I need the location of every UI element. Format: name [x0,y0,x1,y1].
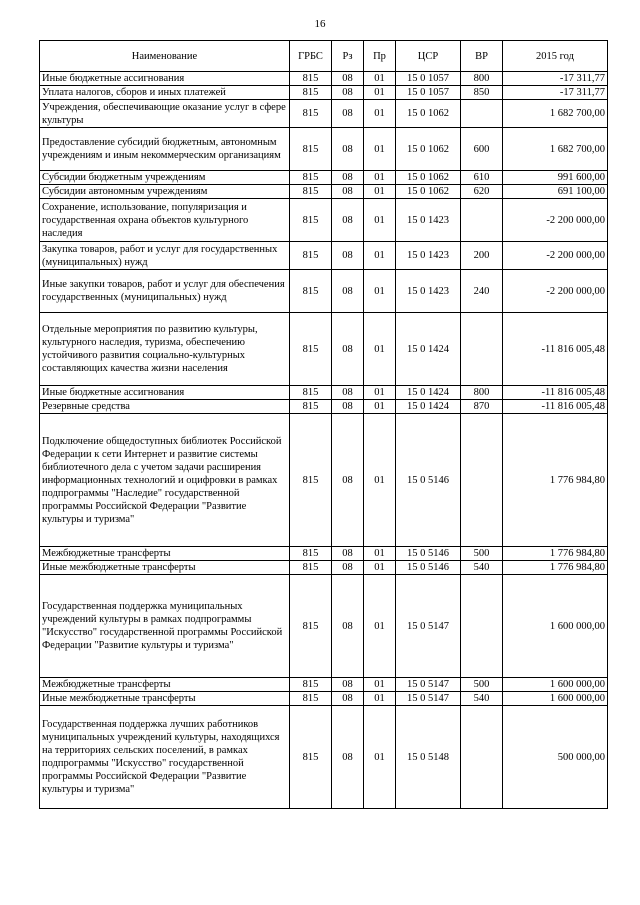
header-year: 2015 год [503,41,608,72]
cell-name: Предоставление субсидий бюджетным, автономным учреждениям и иным некоммерческим организациям [40,128,290,171]
cell-csr: 15 0 1062 [396,185,461,199]
cell-name: Иные межбюджетные трансферты [40,692,290,706]
cell-vr: 200 [461,242,503,270]
cell-grbs: 815 [290,706,332,809]
cell-name: Государственная поддержка лучших работников муниципальных учреждений культуры, находящихся на территориях сельских поселений, в рамках подпрограммы "Искусство" государственной программы Российской Федерации "Развитие культуры и туризма" [40,706,290,809]
table-row [40,313,608,386]
cell-name: Субсидии автономным учреждениям [40,185,290,199]
cell-name: Иные бюджетные ассигнования [40,386,290,400]
cell-amount: -11 816 005,48 [503,400,608,414]
cell-rz: 08 [332,128,364,171]
cell-grbs: 815 [290,678,332,692]
cell-pr: 01 [364,86,396,100]
cell-grbs: 815 [290,72,332,86]
cell-pr: 01 [364,547,396,561]
table-row [40,414,608,547]
cell-name: Иные закупки товаров, работ и услуг для обеспечения государственных (муниципальных) нужд [40,270,290,313]
cell-rz: 08 [332,386,364,400]
cell-amount: -2 200 000,00 [503,242,608,270]
cell-amount: 1 776 984,80 [503,561,608,575]
cell-rz: 08 [332,72,364,86]
cell-csr: 15 0 5146 [396,547,461,561]
cell-name: Субсидии бюджетным учреждениям [40,171,290,185]
cell-csr: 15 0 5147 [396,678,461,692]
cell-vr [461,575,503,678]
cell-rz: 08 [332,575,364,678]
cell-pr: 01 [364,270,396,313]
table-header-row [40,41,608,72]
table-row [40,575,608,678]
cell-vr: 620 [461,185,503,199]
cell-grbs: 815 [290,313,332,386]
cell-grbs: 815 [290,242,332,270]
cell-csr: 15 0 1062 [396,128,461,171]
cell-csr: 15 0 1057 [396,86,461,100]
cell-vr [461,414,503,547]
cell-csr: 15 0 5148 [396,706,461,809]
cell-name: Межбюджетные трансферты [40,678,290,692]
cell-pr: 01 [364,313,396,386]
cell-pr: 01 [364,128,396,171]
cell-pr: 01 [364,100,396,128]
header-vr: ВР [461,41,503,72]
cell-amount: 1 600 000,00 [503,678,608,692]
cell-grbs: 815 [290,86,332,100]
budget-table [39,40,608,809]
cell-vr: 850 [461,86,503,100]
cell-name: Учреждения, обеспечивающие оказание услуг в сфере культуры [40,100,290,128]
cell-grbs: 815 [290,171,332,185]
cell-amount: -17 311,77 [503,86,608,100]
cell-grbs: 815 [290,270,332,313]
cell-grbs: 815 [290,561,332,575]
cell-rz: 08 [332,561,364,575]
table-row [40,706,608,809]
cell-pr: 01 [364,561,396,575]
cell-name: Иные бюджетные ассигнования [40,72,290,86]
cell-grbs: 815 [290,386,332,400]
cell-rz: 08 [332,185,364,199]
cell-grbs: 815 [290,575,332,678]
cell-rz: 08 [332,199,364,242]
cell-vr: 540 [461,561,503,575]
cell-csr: 15 0 5146 [396,414,461,547]
cell-amount: 1 776 984,80 [503,547,608,561]
cell-vr: 540 [461,692,503,706]
cell-amount: 1 600 000,00 [503,692,608,706]
cell-pr: 01 [364,72,396,86]
cell-name: Подключение общедоступных библиотек Российской Федерации к сети Интернет и развитие системы библиотечного дела с учетом задачи расширения информационных технологий и оцифровки в рамках подпрограммы "Наследие" государственной программы Российской Федерации "Развитие культуры и туризма" [40,414,290,547]
header-rz: Рз [332,41,364,72]
cell-csr: 15 0 1424 [396,386,461,400]
cell-rz: 08 [332,313,364,386]
cell-rz: 08 [332,706,364,809]
table-row [40,171,608,185]
cell-name: Межбюджетные трансферты [40,547,290,561]
cell-name: Отдельные мероприятия по развитию культуры, культурного наследия, туризма, обеспечению устойчивого развития социально-культурных составляющих качества жизни населения [40,313,290,386]
table-row [40,199,608,242]
cell-amount: 691 100,00 [503,185,608,199]
cell-grbs: 815 [290,199,332,242]
table-row [40,678,608,692]
cell-rz: 08 [332,86,364,100]
cell-csr: 15 0 5146 [396,561,461,575]
cell-rz: 08 [332,100,364,128]
cell-vr [461,313,503,386]
cell-pr: 01 [364,706,396,809]
table-row [40,128,608,171]
cell-grbs: 815 [290,547,332,561]
table-row [40,692,608,706]
cell-rz: 08 [332,270,364,313]
cell-vr: 800 [461,72,503,86]
header-grbs: ГРБС [290,41,332,72]
cell-csr: 15 0 1423 [396,199,461,242]
cell-grbs: 815 [290,185,332,199]
cell-pr: 01 [364,242,396,270]
cell-rz: 08 [332,547,364,561]
header-csr: ЦСР [396,41,461,72]
table-row [40,185,608,199]
cell-name: Государственная поддержка муниципальных учреждений культуры в рамках подпрограммы "Искусство" государственной программы Российской Федерации "Развитие культуры и туризма" [40,575,290,678]
cell-name: Закупка товаров, работ и услуг для государственных (муниципальных) нужд [40,242,290,270]
header-name: Наименование [40,41,290,72]
cell-amount: -11 816 005,48 [503,386,608,400]
cell-pr: 01 [364,400,396,414]
cell-amount: 991 600,00 [503,171,608,185]
cell-vr: 800 [461,386,503,400]
cell-vr: 870 [461,400,503,414]
cell-vr: 610 [461,171,503,185]
cell-rz: 08 [332,678,364,692]
cell-name: Резервные средства [40,400,290,414]
cell-pr: 01 [364,199,396,242]
cell-amount: 1 682 700,00 [503,128,608,171]
cell-rz: 08 [332,692,364,706]
cell-vr [461,706,503,809]
cell-csr: 15 0 5147 [396,575,461,678]
cell-pr: 01 [364,185,396,199]
cell-csr: 15 0 1062 [396,171,461,185]
cell-name: Иные межбюджетные трансферты [40,561,290,575]
table-row [40,100,608,128]
cell-pr: 01 [364,692,396,706]
table-row [40,86,608,100]
table-row [40,561,608,575]
table-row [40,400,608,414]
cell-rz: 08 [332,242,364,270]
cell-amount: 500 000,00 [503,706,608,809]
header-pr: Пр [364,41,396,72]
cell-csr: 15 0 1424 [396,313,461,386]
cell-csr: 15 0 1057 [396,72,461,86]
cell-grbs: 815 [290,692,332,706]
cell-pr: 01 [364,171,396,185]
table-row [40,270,608,313]
cell-grbs: 815 [290,100,332,128]
cell-rz: 08 [332,171,364,185]
table-row [40,386,608,400]
cell-vr: 500 [461,547,503,561]
cell-amount: -2 200 000,00 [503,270,608,313]
cell-grbs: 815 [290,128,332,171]
table-row [40,547,608,561]
cell-amount: -11 816 005,48 [503,313,608,386]
table-row [40,242,608,270]
cell-name: Уплата налогов, сборов и иных платежей [40,86,290,100]
cell-csr: 15 0 1062 [396,100,461,128]
cell-pr: 01 [364,386,396,400]
cell-vr [461,100,503,128]
cell-csr: 15 0 1423 [396,242,461,270]
cell-amount: -2 200 000,00 [503,199,608,242]
cell-pr: 01 [364,414,396,547]
cell-vr: 500 [461,678,503,692]
cell-pr: 01 [364,678,396,692]
cell-amount: 1 776 984,80 [503,414,608,547]
cell-grbs: 815 [290,400,332,414]
cell-name: Сохранение, использование, популяризация и государственная охрана объектов культурного наследия [40,199,290,242]
cell-vr: 240 [461,270,503,313]
cell-grbs: 815 [290,414,332,547]
cell-csr: 15 0 1424 [396,400,461,414]
cell-amount: -17 311,77 [503,72,608,86]
cell-rz: 08 [332,414,364,547]
cell-vr: 600 [461,128,503,171]
cell-amount: 1 600 000,00 [503,575,608,678]
page-number: 16 [314,18,326,30]
cell-csr: 15 0 5147 [396,692,461,706]
cell-csr: 15 0 1423 [396,270,461,313]
cell-pr: 01 [364,575,396,678]
table-row [40,72,608,86]
cell-amount: 1 682 700,00 [503,100,608,128]
cell-vr [461,199,503,242]
cell-rz: 08 [332,400,364,414]
